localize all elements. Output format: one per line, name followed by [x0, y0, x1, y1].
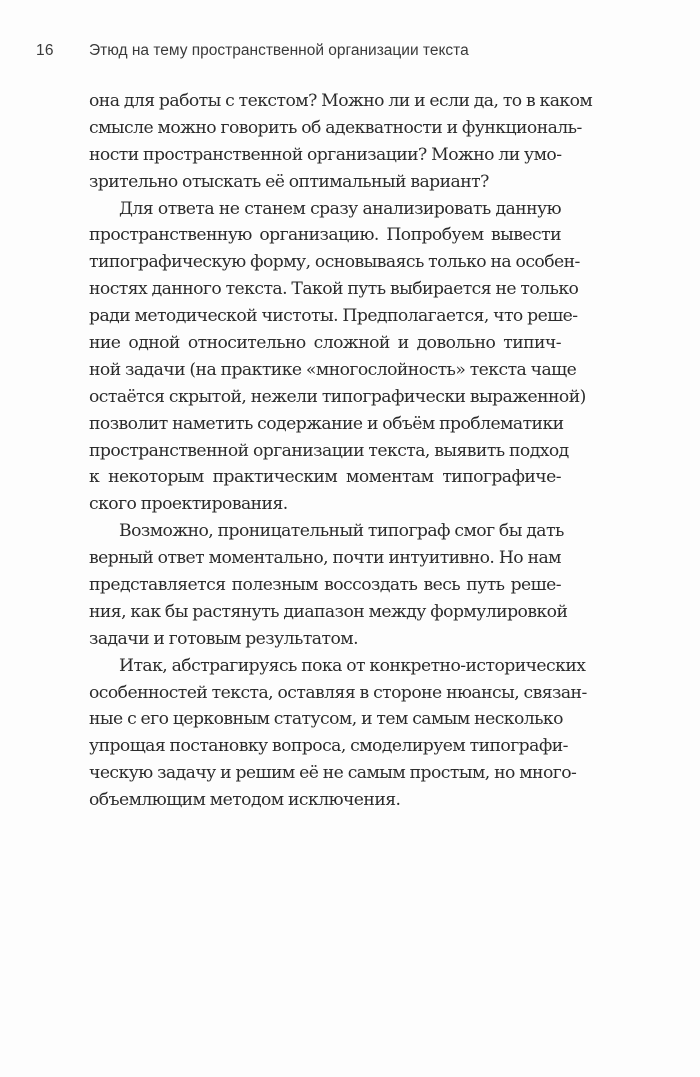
text-line: ради методической чистоты. Предполагается, что реше- [89, 306, 578, 327]
paragraph-4 [89, 653, 587, 814]
paragraph-3 [89, 518, 568, 652]
text-line: ние одной относительно сложной и довольно типич- [89, 333, 561, 354]
page-number: 16 [36, 42, 54, 59]
page-header [36, 42, 660, 66]
text-line: представляется полезным воссоздать весь путь реше- [89, 575, 561, 596]
text-line: ности пространственной организации? Можно ли умо- [89, 144, 562, 165]
text-line: пространственной организации текста, выявить подход [89, 440, 569, 461]
text-line: остаётся скрытой, нежели типографически выраженной) [89, 386, 586, 407]
text-line: ной задачи (на практике «многослойность» текста чаще [89, 359, 577, 380]
text-line: ского проектирования. [89, 494, 288, 515]
text-line: позволит наметить содержание и объём проблематики [89, 413, 564, 434]
text-line: Итак, абстрагируясь пока от конкретно-исторических [119, 655, 586, 676]
text-line: особенностей текста, оставляя в стороне нюансы, связан- [89, 682, 587, 703]
text-line: верный ответ моментально, почти интуитивно. Но нам [89, 548, 561, 569]
body-text [89, 88, 593, 814]
text-line: ческую задачу и решим её не самым простым, но много- [89, 763, 577, 784]
paragraph-1 [89, 88, 593, 196]
text-line: задачи и готовым результатом. [89, 628, 358, 649]
text-line: она для работы с текстом? Можно ли и если да, то в каком [89, 91, 593, 111]
text-line: ные с его церковным статусом, и тем самым несколько [89, 709, 563, 730]
text-line: ностях данного текста. Такой путь выбирается не только [89, 279, 579, 300]
running-title: Этюд на тему пространственной организации текста [89, 42, 469, 59]
text-line: пространственную организацию. Попробуем вывести [89, 225, 561, 246]
paragraph-2 [89, 196, 586, 519]
text-line: объемлющим методом исключения. [89, 790, 401, 811]
text-line: к некоторым практическим моментам типографиче- [89, 467, 561, 488]
text-line: зрительно отыскать её оптимальный вариант? [89, 171, 489, 192]
text-line: смысле можно говорить об адекватности и функциональ- [89, 117, 582, 138]
text-line: Возможно, проницательный типограф смог бы дать [119, 521, 564, 542]
text-line: упрощая постановку вопроса, смоделируем типографи- [89, 736, 568, 757]
text-line: типографическую форму, основываясь только на особен- [89, 252, 580, 273]
text-line: Для ответа не станем сразу анализировать данную [119, 198, 561, 219]
text-line: ния, как бы растянуть диапазон между формулировкой [89, 601, 568, 622]
